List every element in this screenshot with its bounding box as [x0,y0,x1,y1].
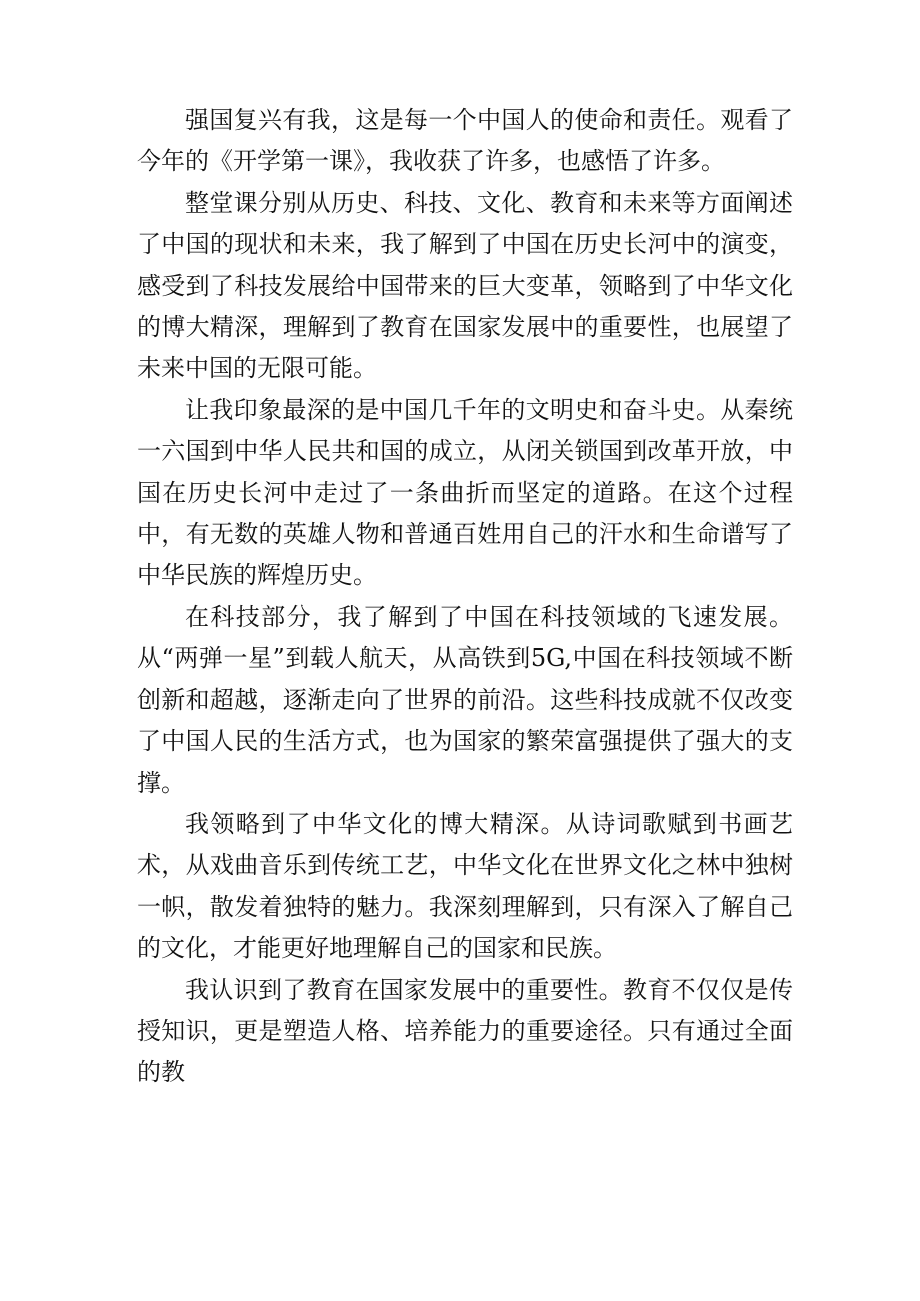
paragraph-3: 让我印象最深的是中国几千年的文明史和奋斗史。从秦统一六国到中华人民共和国的成立，从闭关锁国到改革开放，中国在历史长河中走过了一条曲折而坚定的道路。在这个过程中，有无数的英雄人物和普通百姓用自己的汗水和生命谱写了中华民族的辉煌历史。 [137,395,793,590]
document-body [137,100,793,1094]
paragraph-2: 整堂课分别从历史、科技、文化、教育和未来等方面阐述了中国的现状和未来，我了解到了中国在历史长河中的演变，感受到了科技发展给中国带来的巨大变革，领略到了中华文化的博大精深，理解到了教育在国家发展中的重要性，也展望了未来中国的无限可能。 [137,188,793,383]
paragraph-5: 我领略到了中华文化的博大精深。从诗词歌赋到书画艺术，从戏曲音乐到传统工艺，中华文化在世界文化之林中独树一帜，散发着独特的魅力。我深刻理解到，只有深入了解自己的文化，才能更好地理解自己的国家和民族。 [137,809,793,963]
paragraph-4: 在科技部分，我了解到了中国在科技领域的飞速发展。从“两弹一星”到载人航天，从高铁到5G,中国在科技领域不断创新和超越，逐渐走向了世界的前沿。这些科技成就不仅改变了中国人民的生活方式，也为国家的繁荣富强提供了强大的支撑。 [137,602,793,797]
paragraph-1: 强国复兴有我，这是每一个中国人的使命和责任。观看了今年的《开学第一课》，我收获了许多，也感悟了许多。 [137,106,793,176]
paragraph-6: 我认识到了教育在国家发展中的重要性。教育不仅仅是传授知识，更是塑造人格、培养能力的重要途径。只有通过全面的教 [137,975,793,1087]
